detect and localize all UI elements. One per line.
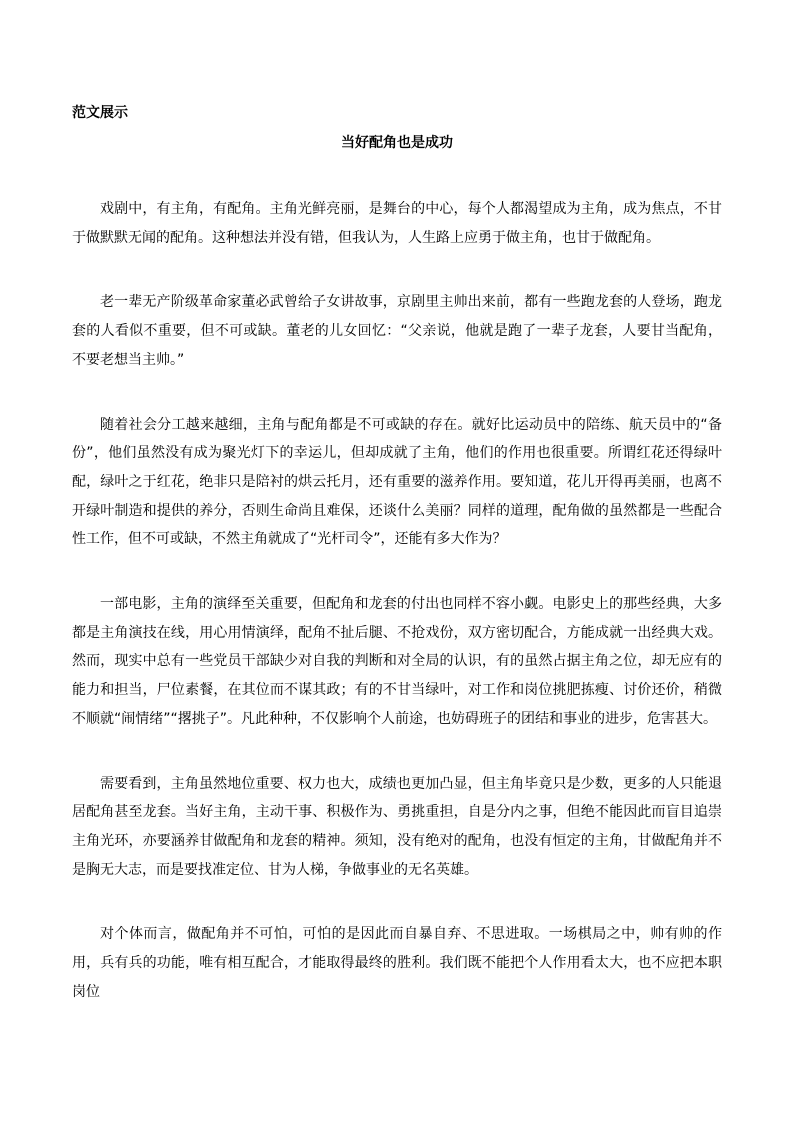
section-label: 范文展示 <box>72 105 128 121</box>
paragraph-6: 对个体而言，做配角并不可怕，可怕的是因此而自暴自弃、不思进取。一场棋局之中，帅有帅的作用，兵有兵的功能，唯有相互配合，才能取得最终的胜利。我们既不能把个人作用看太大，也不应把本职岗位 <box>72 926 722 1000</box>
essay-body <box>72 195 722 1042</box>
paragraph-2: 老一辈无产阶级革命家董必武曾给子女讲故事，京剧里主帅出来前，都有一些跑龙套的人登场，跑龙套的人看似不重要，但不可或缺。董老的儿女回忆：“父亲说，他就是跑了一辈子龙套，人要甘当配角，不要老想当主帅。” <box>72 294 722 368</box>
paragraph-4: 一部电影，主角的演绎至关重要，但配角和龙套的付出也同样不容小觑。电影史上的那些经典，大多都是主角演技在线，用心用情演绎，配角不扯后腿、不抢戏份，双方密切配合，方能成就一出经典大戏。然而，现实中总有一些党员干部缺少对自我的判断和对全局的认识，有的虽然占据主角之位，却无应有的能力和担当，尸位素餐，在其位而不谋其政；有的不甘当绿叶，对工作和岗位挑肥拣瘦、讨价还价，稍微不顺就“闹情绪”“撂挑子”。凡此种种，不仅影响个人前途，也妨碍班子的团结和事业的进步，危害甚大。 <box>72 596 722 727</box>
paragraph-1: 戏剧中，有主角，有配角。主角光鲜亮丽，是舞台的中心，每个人都渴望成为主角，成为焦点，不甘于做默默无闻的配角。这种想法并没有错，但我认为，人生路上应勇于做主角，也甘于做配角。 <box>72 201 722 246</box>
essay-title: 当好配角也是成功 <box>341 135 453 151</box>
paragraph-3: 随着社会分工越来越细，主角与配角都是不可或缺的存在。就好比运动员中的陪练、航天员中的“备份”，他们虽然没有成为聚光灯下的幸运儿，但却成就了主角，他们的作用也很重要。所谓红花还得绿叶配，绿叶之于红花，绝非只是陪衬的烘云托月，还有重要的滋养作用。要知道，花儿开得再美丽，也离不开绿叶制造和提供的养分，否则生命尚且难保，还谈什么美丽？同样的道理，配角做的虽然都是一些配合性工作，但不可或缺，不然主角就成了“光杆司令”，还能有多大作为？ <box>72 416 722 548</box>
paragraph-5: 需要看到，主角虽然地位重要、权力也大，成绩也更加凸显，但主角毕竟只是少数，更多的人只能退居配角甚至龙套。当好主角，主动干事、积极作为、勇挑重担，自是分内之事，但绝不能因此而盲目追崇主角光环，亦要涵养甘做配角和龙套的精神。须知，没有绝对的配角，也没有恒定的主角，甘做配角并不是胸无大志，而是要找准定位、甘为人梯，争做事业的无名英雄。 <box>72 775 722 878</box>
